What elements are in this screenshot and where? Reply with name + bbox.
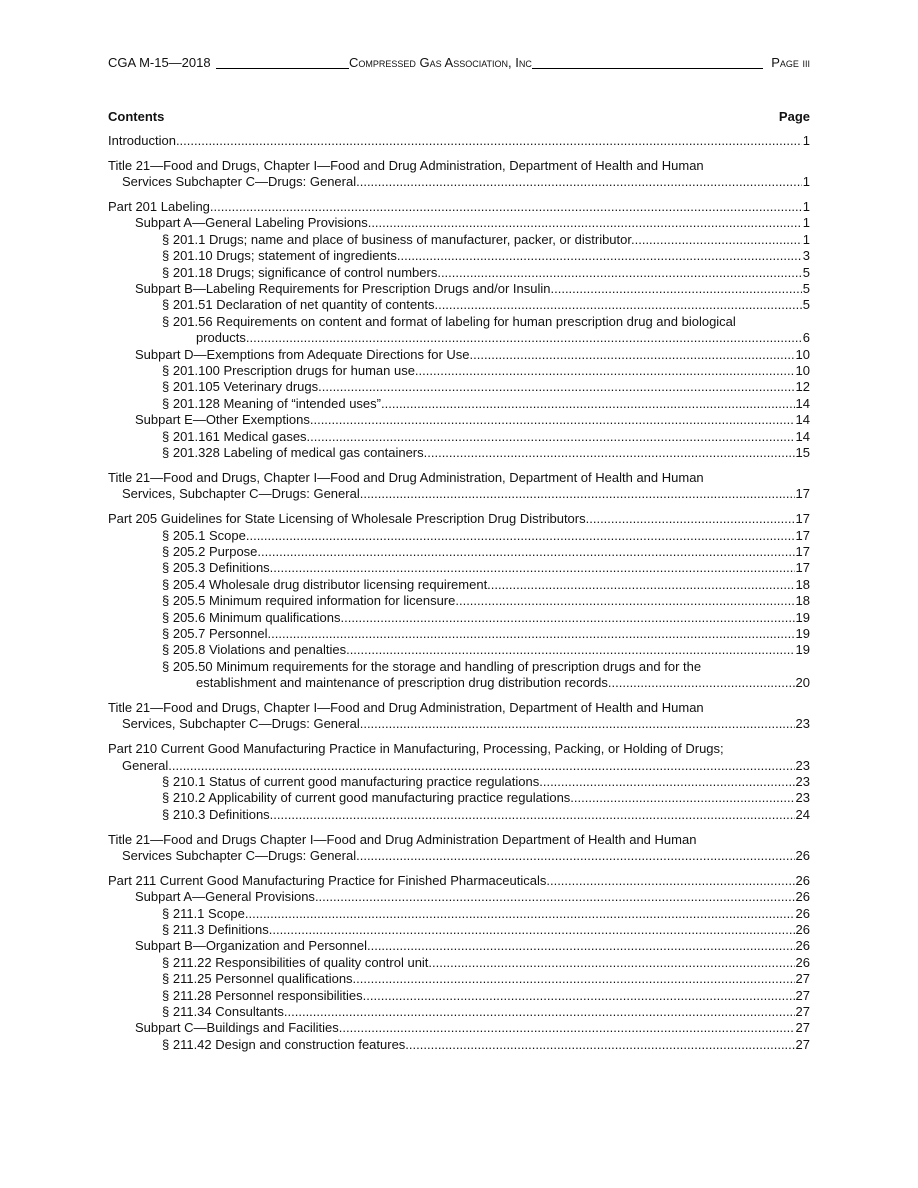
toc-entry-page: 14 (795, 412, 810, 428)
page-number: Page iii (771, 55, 810, 70)
toc-entry-title: General (122, 757, 169, 773)
dot-leader (546, 873, 794, 889)
toc-entry-title: § 211.25 Personnel qualifications. (162, 971, 357, 987)
dot-leader (288, 1004, 795, 1020)
toc-entry-page: 17 (795, 543, 810, 559)
toc-entry-title: Subpart E—Other Exemptions (135, 412, 310, 428)
dot-leader (574, 790, 795, 806)
toc-entry[interactable] (108, 158, 810, 191)
document-id: CGA M-15—2018 (108, 55, 211, 70)
toc-entry-page: 24 (795, 806, 810, 822)
dot-leader (368, 215, 802, 231)
toc-entry-title: Part 205 Guidelines for State Licensing of Wholesale Prescription Drug Distributors (108, 511, 586, 527)
toc-entry[interactable] (108, 232, 810, 248)
toc-entry-page: 15 (795, 445, 810, 461)
toc-entry-title: Subpart B—Organization and Personnel (135, 938, 367, 954)
toc-entry-page: 23 (795, 716, 810, 732)
toc-entry-page: 6 (802, 330, 810, 346)
dot-leader (400, 248, 801, 264)
toc-entry[interactable] (108, 314, 810, 347)
dot-leader (310, 429, 794, 445)
toc-entry-title: Services, Subchapter C—Drugs: General (122, 716, 360, 732)
contents-heading-row (108, 109, 810, 124)
toc-entry-first-line: Title 21—Food and Drugs, Chapter I—Food and Drug Administration, Department of Health and Human (108, 699, 704, 715)
toc-entry[interactable] (108, 971, 810, 987)
toc-entry-title: § 205.1 Scope. (162, 527, 250, 543)
toc-entry-title: Subpart B—Labeling Requirements for Prescription Drugs and/or Insulin (135, 281, 551, 297)
toc-entry[interactable] (108, 906, 810, 922)
toc-entry-page: 26 (795, 872, 810, 888)
toc-entry-page: 27 (795, 1036, 810, 1052)
toc-entry-page: 3 (802, 248, 810, 264)
toc-entry-page: 17 (795, 486, 810, 502)
dot-leader (438, 297, 802, 313)
toc-entry-page: 19 (795, 642, 810, 658)
toc-entry-title: Introduction (108, 133, 176, 148)
dot-leader (356, 971, 794, 987)
toc-entry-first-line: Title 21—Food and Drugs Chapter I—Food and Drug Administration Department of Health and Human (108, 831, 697, 847)
toc-entry-page: 1 (802, 174, 810, 190)
toc-entry[interactable] (108, 790, 810, 806)
toc-entry[interactable] (108, 774, 810, 790)
toc-entry-page: 12 (795, 379, 810, 395)
toc-entry[interactable] (108, 429, 810, 445)
toc-entry-page: 23 (795, 773, 810, 789)
toc-entry[interactable] (108, 922, 810, 938)
toc-entry[interactable] (108, 215, 810, 231)
toc-entry-page: 26 (795, 905, 810, 921)
toc-entry[interactable] (108, 379, 810, 395)
toc-entry-title: Services Subchapter C—Drugs: General (122, 847, 357, 863)
toc-entry-page: 14 (795, 428, 810, 444)
dot-leader (249, 528, 794, 544)
toc-entry-first-line: Title 21—Food and Drugs, Chapter I—Food and Drug Administration, Department of Health and Human (108, 157, 704, 173)
toc-entry[interactable] (108, 700, 810, 733)
dot-leader (409, 1037, 795, 1053)
toc-entry[interactable] (108, 626, 810, 642)
toc-entry-page: 26 (795, 847, 810, 863)
dot-leader (360, 486, 795, 502)
toc-entry-title: § 201.128 Meaning of “intended uses”. (162, 395, 385, 411)
toc-entry-title: Subpart A—General Labeling Provisions (135, 215, 368, 231)
toc-entry-title: Subpart D—Exemptions from Adequate Directions for Use (135, 346, 470, 362)
toc-entry[interactable] (108, 445, 810, 461)
toc-entry-page: 18 (795, 576, 810, 592)
toc-entry[interactable] (108, 265, 810, 281)
dot-leader (271, 626, 794, 642)
toc-entry[interactable] (108, 938, 810, 954)
toc-entry-title: § 211.22 Responsibilities of quality control unit. (162, 954, 433, 970)
toc-entry-first-line: § 201.56 Requirements on content and format of labeling for human prescription drug and biological (162, 313, 736, 329)
dot-leader (360, 716, 795, 732)
dot-leader (427, 445, 794, 461)
toc-entry[interactable] (108, 955, 810, 971)
dot-leader (315, 889, 795, 905)
toc-entry-page: 23 (795, 790, 810, 806)
toc-entry[interactable] (108, 396, 810, 412)
dot-leader (612, 675, 795, 691)
dot-leader (339, 1020, 795, 1036)
toc-entry-title: § 211.34 Consultants. (162, 1004, 288, 1020)
dot-leader (635, 232, 802, 248)
toc-entry-title: § 205.3 Definitions. (162, 560, 274, 576)
toc-entry-title: § 211.1 Scope. (162, 905, 249, 921)
toc-entry[interactable] (108, 544, 810, 560)
toc-entry-title: Subpart A—General Provisions (135, 889, 315, 905)
toc-entry[interactable] (108, 1020, 810, 1036)
toc-entry-page: 10 (795, 346, 810, 362)
page-column-label: Page (778, 109, 810, 124)
dot-leader (459, 593, 795, 609)
dot-leader (491, 577, 795, 593)
toc-entry-page: 1 (802, 133, 810, 148)
toc-entry-title: Part 211 Current Good Manufacturing Practice for Finished Pharmaceuticals (108, 872, 547, 888)
toc-entry-title: § 201.328 Labeling of medical gas containers. (162, 445, 428, 461)
dot-leader (543, 774, 795, 790)
toc-entry-page: 1 (802, 215, 810, 231)
toc-entry-title: § 211.3 Definitions. (162, 922, 273, 937)
toc-entry[interactable] (108, 511, 810, 527)
toc-entry-page: 19 (795, 625, 810, 641)
toc-entry-title: § 211.42 Design and construction features. (162, 1036, 409, 1052)
toc-entry-first-line: § 205.50 Minimum requirements for the storage and handling of prescription drugs and for the (162, 658, 702, 674)
toc-entry[interactable] (108, 412, 810, 428)
toc-entry[interactable] (108, 807, 810, 823)
dot-leader (273, 807, 794, 823)
publisher-name: Compressed Gas Association, Inc (349, 55, 532, 70)
toc-entry[interactable] (108, 593, 810, 609)
toc-entry-page: 26 (795, 954, 810, 970)
toc-entry-title: § 205.7 Personnel. (162, 625, 272, 641)
toc-entry-title: § 205.6 Minimum qualifications. (162, 609, 345, 625)
toc-entry-page: 1 (802, 231, 810, 247)
toc-entry[interactable] (108, 248, 810, 264)
toc-entry-title: § 201.10 Drugs; statement of ingredients. (162, 248, 401, 264)
toc-entry-title: Services, Subchapter C—Drugs: General (122, 486, 360, 502)
toc-entry-page: 20 (795, 675, 810, 691)
toc-entry-title: Part 201 Labeling (108, 199, 210, 214)
toc-entry-title: establishment and maintenance of prescription drug distribution records. (196, 675, 612, 691)
toc-entry-page: 27 (795, 1020, 810, 1036)
toc-entry-page: 27 (795, 987, 810, 1003)
toc-entry-page: 17 (795, 527, 810, 543)
dot-leader (168, 758, 794, 774)
dot-leader (272, 922, 794, 938)
dot-leader (310, 412, 795, 428)
toc-entry-title: § 201.105 Veterinary drugs. (162, 379, 322, 395)
toc-entry[interactable] (108, 832, 810, 865)
toc-entry[interactable] (108, 1037, 810, 1053)
toc-entry-title: Services Subchapter C—Drugs: General (122, 174, 357, 190)
toc-entry[interactable] (108, 347, 810, 363)
toc-entry[interactable] (108, 659, 810, 692)
toc-entry[interactable] (108, 642, 810, 658)
toc-entry-page: 10 (795, 363, 810, 379)
toc-entry-title: Subpart C—Buildings and Facilities (135, 1020, 339, 1036)
dot-leader (441, 265, 802, 281)
toc-entry[interactable] (108, 297, 810, 313)
toc-entry-page: 26 (795, 938, 810, 954)
dot-leader (344, 610, 794, 626)
toc-entry[interactable] (108, 470, 810, 503)
toc-entry-title: § 205.4 Wholesale drug distributor licensing requirement. (162, 576, 491, 592)
toc-entry-title: products. (196, 330, 250, 346)
dot-leader (273, 560, 794, 576)
dot-leader (432, 955, 795, 971)
dot-leader (322, 379, 795, 395)
dot-leader (350, 642, 795, 658)
dot-leader (385, 396, 795, 412)
toc-entry-page: 18 (795, 593, 810, 609)
toc-entry-page: 19 (795, 609, 810, 625)
toc-entry-title: § 201.161 Medical gases. (162, 428, 311, 444)
toc-entry[interactable] (108, 577, 810, 593)
toc-entry-title: § 201.1 Drugs; name and place of business of manufacturer, packer, or distributor. (162, 231, 635, 247)
toc-entry[interactable] (108, 873, 810, 889)
dot-leader (551, 281, 802, 297)
toc-entry[interactable] (108, 199, 810, 215)
toc-entry-title: § 201.51 Declaration of net quantity of contents. (162, 297, 439, 313)
contents-title: Contents (108, 109, 165, 124)
toc-entry-title: § 210.3 Definitions. (162, 806, 274, 822)
toc-entry-page: 5 (802, 264, 810, 280)
toc-entry-title: § 210.2 Applicability of current good manufacturing practice regulations. (162, 790, 574, 806)
page-header (108, 55, 810, 72)
dot-leader (586, 511, 795, 527)
toc-entry-page: 5 (802, 297, 810, 313)
dot-leader (249, 906, 795, 922)
toc-entry[interactable] (108, 363, 810, 379)
dot-leader (367, 938, 795, 954)
dot-leader (356, 174, 802, 190)
toc-entry[interactable] (108, 528, 810, 544)
toc-entry-title: § 205.2 Purpose. (162, 543, 262, 559)
dot-leader (366, 988, 794, 1004)
toc-entry-page: 17 (795, 511, 810, 527)
toc-entry-first-line: Part 210 Current Good Manufacturing Practice in Manufacturing, Processing, Packing, or Holding of Drugs; (108, 741, 724, 757)
toc-entry-title: § 211.28 Personnel responsibilities. (162, 987, 367, 1003)
toc-entry-title: § 210.1 Status of current good manufacturing practice regulations. (162, 773, 543, 789)
toc-entry[interactable] (108, 1004, 810, 1020)
toc-entry-first-line: Title 21—Food and Drugs, Chapter I—Food and Drug Administration, Department of Health and Human (108, 469, 704, 485)
table-of-contents (108, 133, 810, 1053)
dot-leader (419, 363, 795, 379)
toc-entry-page: 23 (795, 757, 810, 773)
toc-entry-title: § 205.5 Minimum required information for licensure. (162, 593, 459, 609)
toc-entry[interactable] (108, 889, 810, 905)
toc-entry-page: 26 (795, 922, 810, 937)
toc-entry[interactable] (108, 281, 810, 297)
toc-entry[interactable] (108, 610, 810, 626)
toc-entry-title: § 205.8 Violations and penalties. (162, 642, 350, 658)
toc-entry-title: § 201.18 Drugs; significance of control numbers. (162, 264, 441, 280)
dot-leader (210, 199, 802, 215)
dot-leader (261, 544, 795, 560)
toc-entry-page: 26 (795, 889, 810, 905)
dot-leader (249, 330, 801, 346)
toc-entry-page: 17 (795, 560, 810, 576)
toc-entry[interactable] (108, 560, 810, 576)
dot-leader (356, 848, 794, 864)
toc-entry-title: § 201.100 Prescription drugs for human use. (162, 363, 419, 379)
toc-entry-page: 27 (795, 971, 810, 987)
dot-leader (470, 347, 795, 363)
toc-entry-page: 1 (802, 199, 810, 214)
toc-entry[interactable] (108, 133, 810, 149)
toc-entry[interactable] (108, 741, 810, 774)
toc-entry-page: 5 (802, 281, 810, 297)
toc-entry-page: 27 (795, 1004, 810, 1020)
toc-entry[interactable] (108, 988, 810, 1004)
toc-entry-page: 14 (795, 395, 810, 411)
dot-leader (176, 133, 802, 149)
